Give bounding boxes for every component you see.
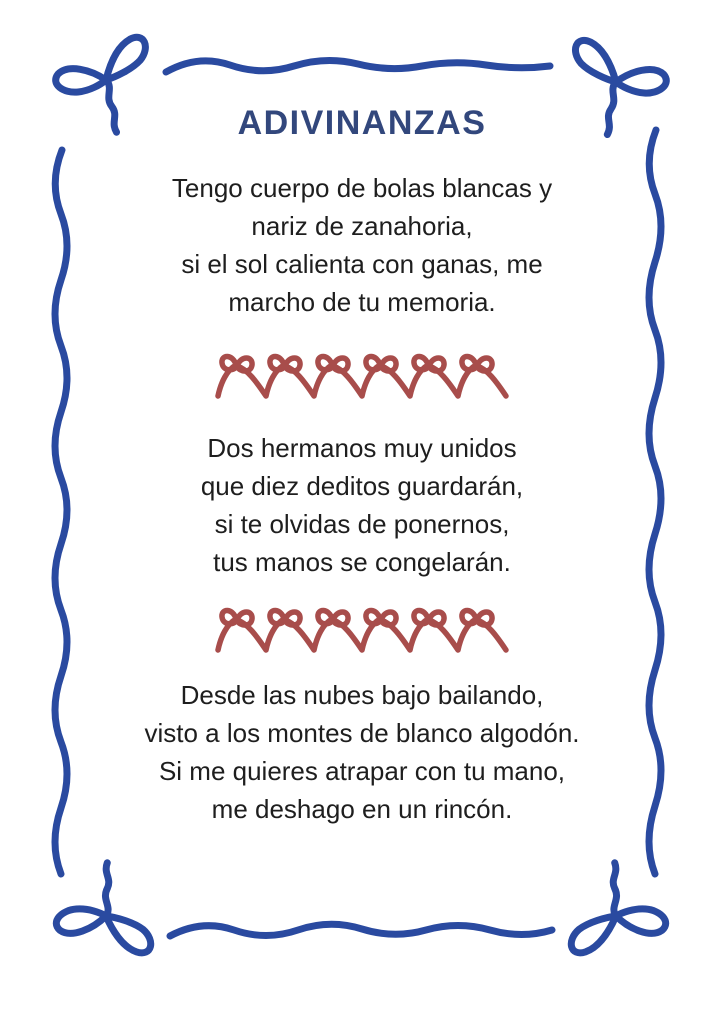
riddle-line: me deshago en un rincón. xyxy=(211,794,513,824)
riddle-line: que diez deditos guardarán, xyxy=(200,471,524,501)
riddle-line: Desde las nubes bajo bailando, xyxy=(180,680,544,710)
riddle-line: Dos hermanos muy unidos xyxy=(207,433,517,463)
riddle-1 xyxy=(0,169,724,321)
riddle-line: Tengo cuerpo de bolas blancas y xyxy=(171,173,553,203)
riddle-line: si el sol calienta con ganas, me xyxy=(181,249,543,279)
riddle-line: visto a los montes de blanco algodón. xyxy=(144,718,580,748)
riddle-line: nariz de zanahoria, xyxy=(251,211,473,241)
riddle-line: si te olvidas de ponernos, xyxy=(214,509,510,539)
riddle-line: tus manos se congelarán. xyxy=(213,547,511,577)
riddle-3 xyxy=(0,676,724,828)
riddle-line: Si me quieres atrapar con tu mano, xyxy=(158,756,566,786)
page-title: ADIVINANZAS xyxy=(237,104,487,142)
riddle-line: marcho de tu memoria. xyxy=(228,287,496,317)
riddle-2 xyxy=(0,429,724,581)
